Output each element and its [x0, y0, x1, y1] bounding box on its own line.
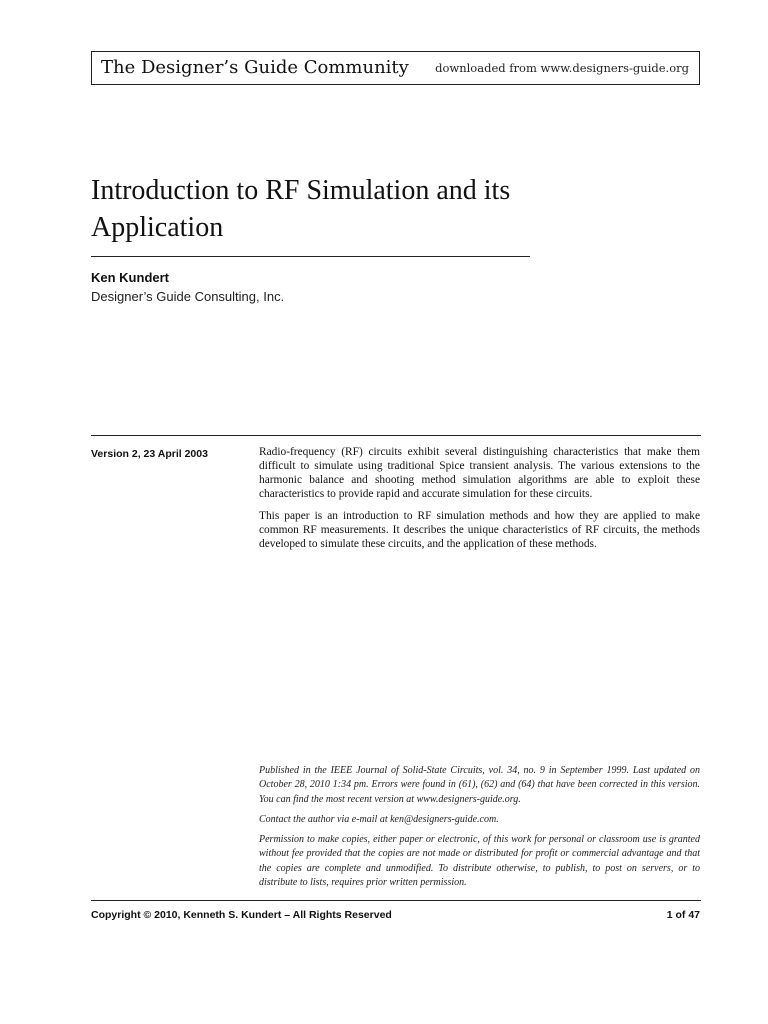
- author-name: Ken Kundert: [91, 270, 169, 285]
- abstract-paragraph: Radio-frequency (RF) circuits exhibit several distinguishing characteristics that make them difficult to simulate using traditional Spice transient analysis. The various extensions to the harmonic balance and shooting method simulation algorithms are able to exploit these characteristics to provide rapid and accurate simulation for these circuits.: [259, 446, 700, 500]
- permission-note: Permission to make copies, either paper or electronic, of this work for personal or classroom use is granted without fee provided that the copies are not made or distributed for profit or commercial advantage and that the copies are complete and unmodified. To distribute otherwise, to publish, to post on servers, or to distribute to lists, requires prior written permission.: [259, 834, 700, 889]
- copyright-notice: Copyright © 2010, Kenneth S. Kundert – All Rights Reserved: [91, 909, 392, 921]
- contact-note: Contact the author via e-mail at ken@designers-guide.com.: [259, 813, 499, 825]
- abstract: [259, 445, 700, 559]
- version-label: Version 2, 23 April 2003: [91, 448, 208, 460]
- publication-notes: [259, 764, 700, 896]
- author-affiliation: Designer’s Guide Consulting, Inc.: [91, 289, 285, 304]
- footer-divider: [91, 900, 701, 901]
- banner-source-url: downloaded from www.designers-guide.org: [435, 61, 689, 75]
- page-number: 1 of 47: [666, 909, 700, 921]
- title-divider: [91, 256, 530, 257]
- banner-title: The Designer’s Guide Community: [101, 57, 409, 78]
- abstract-paragraph: This paper is an introduction to RF simulation methods and how they are applied to make common RF measurements. It describes the unique characteristics of RF circuits, the methods developed to simulate these circuits, and the application of these methods.: [259, 510, 700, 550]
- document-title: Introduction to RF Simulation and its Application: [91, 175, 511, 243]
- abstract-divider: [91, 435, 701, 436]
- publication-note: Published in the IEEE Journal of Solid-State Circuits, vol. 34, no. 9 in September 1999. Last updated on October 28, 2010 1:34 pm. Errors were found in (61), (62) and (64) that have been corrected in this version. You can find the most recent version at www.designers-guide.org.: [259, 765, 700, 805]
- header-banner: [91, 51, 700, 85]
